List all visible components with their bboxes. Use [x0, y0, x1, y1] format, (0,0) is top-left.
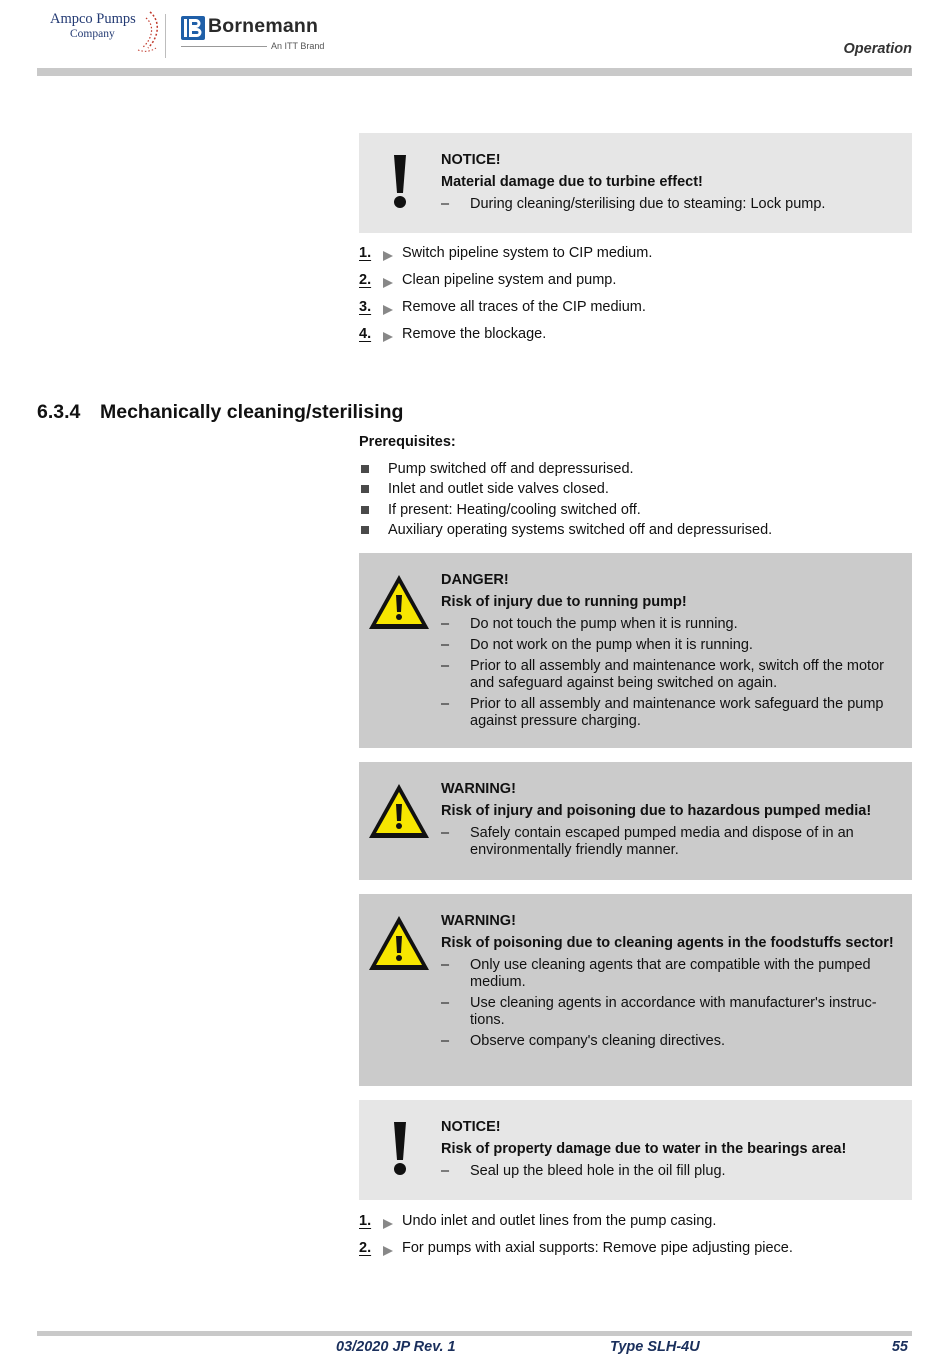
notice-signal-word: NOTICE!: [441, 152, 501, 168]
warning-list-item: – Use cleaning agents in accordance with manufacturer's instruc-tions.: [441, 995, 877, 1028]
bullet-square-icon: [361, 485, 369, 493]
prerequisites-list: [359, 461, 772, 542]
bornemann-wordmark: Bornemann: [208, 15, 319, 37]
warning-signal-word: WARNING!: [441, 781, 516, 797]
notice-list-item: – Seal up the bleed hole in the oil fill plug.: [441, 1163, 726, 1179]
bornemann-logo: [181, 14, 331, 56]
step-arrow-icon: [383, 1219, 393, 1229]
warning-box-hazardous-media: [359, 762, 912, 880]
exclamation-icon: [389, 153, 411, 213]
step-text: Clean pipeline system and pump.: [402, 272, 617, 288]
ampco-pumps-logo: [48, 10, 158, 58]
bullet-square-icon: [361, 465, 369, 473]
warning-triangle-icon: [367, 782, 431, 840]
step-number: 1.: [359, 1213, 372, 1229]
step-arrow-icon: [383, 1246, 393, 1256]
section-heading: [37, 401, 403, 424]
danger-list-item: – Prior to all assembly and maintenance work safeguard the pump against pressure charging.: [441, 696, 884, 729]
footer-rule: [37, 1331, 912, 1336]
ampco-logo-line2: Company: [70, 28, 115, 40]
ampco-swirl-icon: [128, 10, 162, 54]
header-divider: [165, 14, 166, 58]
step-arrow-icon: [383, 305, 393, 315]
list-item: Inlet and outlet side valves closed.: [359, 481, 772, 501]
danger-list-item: – Prior to all assembly and maintenance work, switch off the motor and safeguard against being switched on again.: [441, 658, 884, 691]
notice-box-turbine: [359, 133, 912, 233]
warning-box-cleaning-agents: [359, 894, 912, 1086]
step-item: [359, 1240, 919, 1267]
page-number: 55: [891, 1339, 908, 1355]
warning-list-item: – Observe company's cleaning directives.: [441, 1033, 726, 1049]
warning-triangle-icon: [367, 914, 431, 972]
step-item: [359, 326, 919, 353]
step-arrow-icon: [383, 278, 393, 288]
step-number: 3.: [359, 299, 372, 315]
bullet-square-icon: [361, 506, 369, 514]
bullet-square-icon: [361, 526, 369, 534]
list-item: Auxiliary operating systems switched off and depressurised.: [359, 522, 772, 542]
danger-signal-word: DANGER!: [441, 572, 509, 588]
section-title: Mechanically cleaning/sterilising: [100, 401, 404, 423]
header-rule: [37, 68, 912, 76]
step-item: [359, 245, 919, 272]
notice-title: Material damage due to turbine effect!: [441, 174, 703, 190]
step-text: For pumps with axial supports: Remove pipe adjusting piece.: [402, 1240, 793, 1256]
step-list-mechanical: [359, 1213, 919, 1267]
step-text: Remove all traces of the CIP medium.: [402, 299, 646, 315]
danger-box: [359, 553, 912, 748]
tagline-rule: [181, 46, 267, 47]
exclamation-icon: [389, 1120, 411, 1180]
warning-signal-word: WARNING!: [441, 913, 516, 929]
notice-list-item: – During cleaning/sterilising due to steaming: Lock pump.: [441, 196, 826, 212]
step-number: 4.: [359, 326, 372, 342]
step-number: 2.: [359, 272, 372, 288]
step-list-cip: [359, 245, 919, 353]
warning-triangle-icon: [367, 573, 431, 631]
bornemann-tagline: An ITT Brand: [271, 41, 325, 51]
step-text: Switch pipeline system to CIP medium.: [402, 245, 653, 261]
step-text: Remove the blockage.: [402, 326, 547, 342]
header-section-title: Operation: [843, 41, 912, 57]
notice-signal-word: NOTICE!: [441, 1119, 501, 1135]
step-item: [359, 299, 919, 326]
footer-type: Type SLH-4U: [610, 1339, 700, 1355]
prerequisites-label: Prerequisites:: [359, 434, 456, 450]
list-item: Pump switched off and depressurised.: [359, 461, 772, 481]
step-item: [359, 1213, 919, 1240]
danger-title: Risk of injury due to running pump!: [441, 594, 687, 610]
step-item: [359, 272, 919, 299]
step-number: 1.: [359, 245, 372, 261]
section-number: 6.3.4: [37, 401, 81, 423]
step-arrow-icon: [383, 332, 393, 342]
step-text: Undo inlet and outlet lines from the pump casing.: [402, 1213, 717, 1229]
step-number: 2.: [359, 1240, 372, 1256]
step-arrow-icon: [383, 251, 393, 261]
warning-list-item: – Only use cleaning agents that are compatible with the pumped medium.: [441, 957, 871, 990]
ampco-logo-line1: Ampco Pumps: [50, 11, 136, 27]
warning-list-item: – Safely contain escaped pumped media and dispose of in an environmentally friendly manner.: [441, 825, 854, 858]
danger-list-item: – Do not touch the pump when it is running.: [441, 616, 738, 632]
notice-box-bearings: [359, 1100, 912, 1200]
list-item: If present: Heating/cooling switched off.: [359, 502, 772, 522]
notice-title: Risk of property damage due to water in the bearings area!: [441, 1141, 847, 1157]
danger-list-item: – Do not work on the pump when it is running.: [441, 637, 753, 653]
bornemann-b-icon: [181, 16, 205, 40]
warning-title: Risk of poisoning due to cleaning agents in the foodstuffs sector!: [441, 935, 894, 951]
footer-revision: 03/2020 JP Rev. 1: [336, 1339, 456, 1355]
warning-title: Risk of injury and poisoning due to hazardous pumped media!: [441, 803, 872, 819]
